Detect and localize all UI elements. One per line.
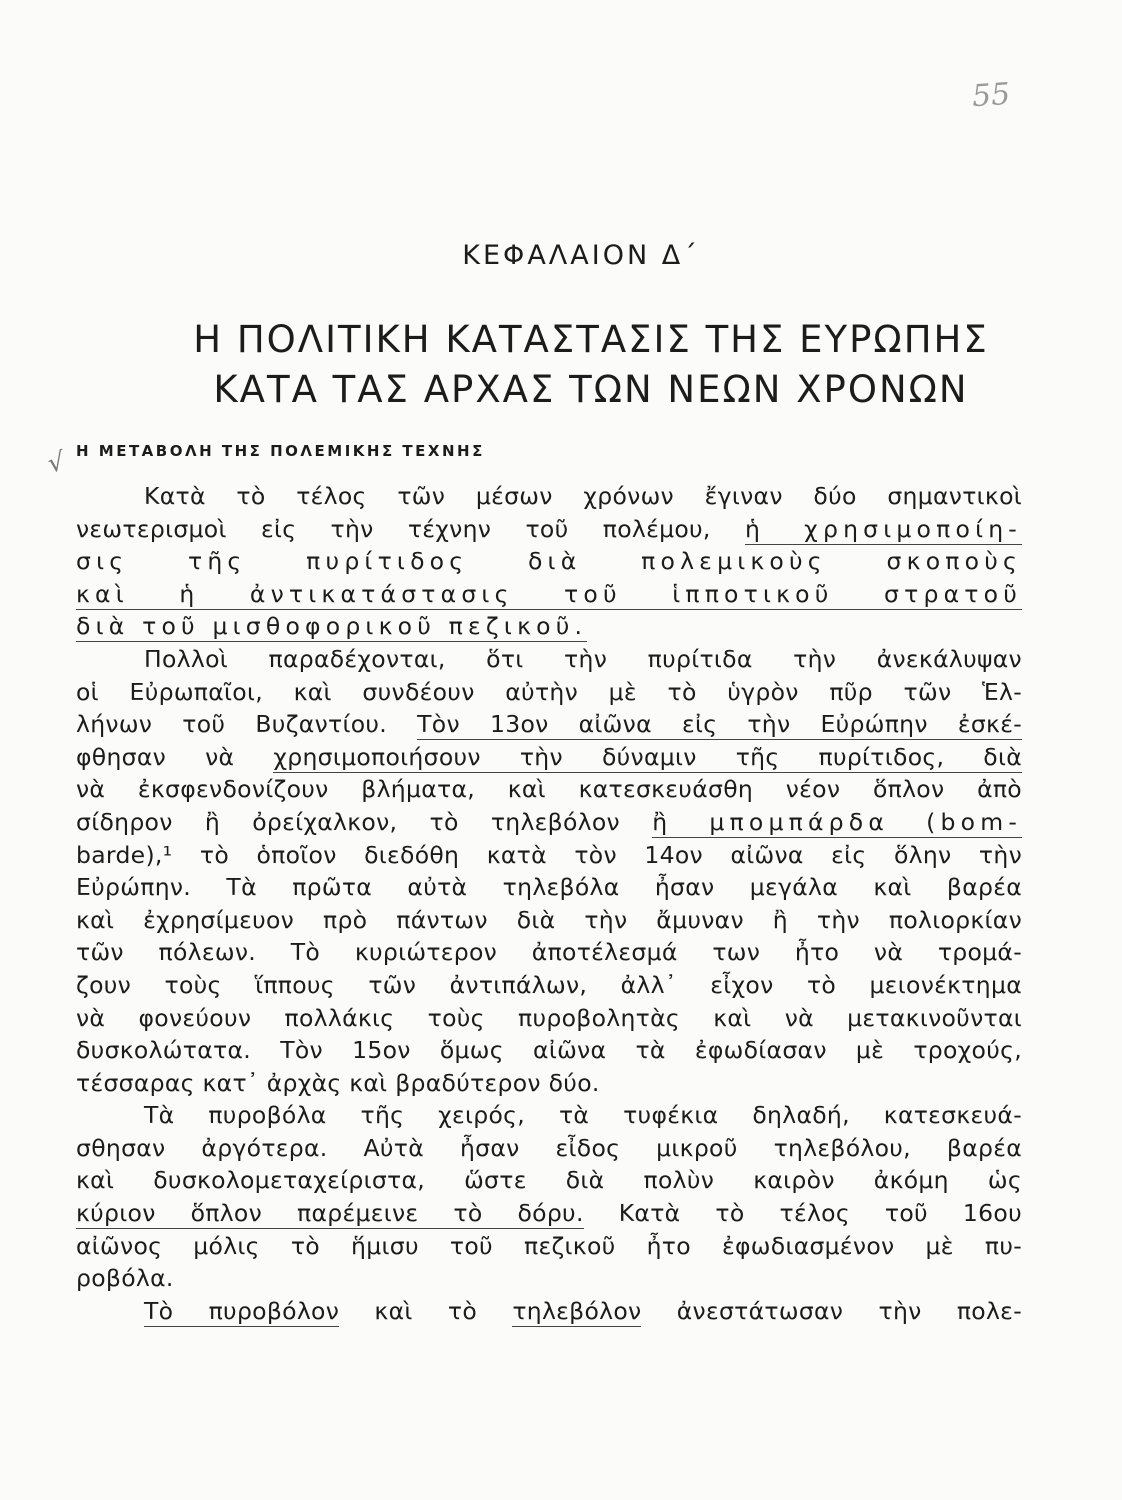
chapter-title-line-2: ΚΑΤΑ ΤΑΣ ΑΡΧΑΣ ΤΩΝ ΝΕΩΝ ΧΡΟΝΩΝ: [213, 368, 969, 411]
text-line: [76, 806, 1022, 839]
text-line: [76, 610, 1022, 643]
text-line: [76, 741, 1022, 774]
margin-check-mark: √: [45, 446, 68, 480]
text-line: αἰῶνος μόλις τὸ ἥμισυ τοῦ πεζικοῦ ἦτο ἐφωδιασμένον μὲ πυ-: [76, 1231, 1022, 1260]
underlined-text: κύριον ὅπλον παρέμεινε τὸ δόρυ.: [76, 1199, 584, 1228]
body-text: [76, 480, 1022, 1327]
text-line: Εὐρώπην. Τὰ πρῶτα αὐτὰ τηλεβόλα ἦσαν μεγάλα καὶ βαρέα: [76, 873, 1022, 902]
text-line: Πολλοὶ παραδέχονται, ὅτι τὴν πυρίτιδα τὴν ἀνεκάλυψαν: [144, 644, 1022, 673]
text-line: [76, 708, 1022, 741]
text-line: τέσσαρας κατ᾽ ἀρχὰς καὶ βραδύτερον δύο.: [76, 1068, 600, 1097]
text-line: νὰ ἐκσφενδονίζουν βλήματα, καὶ κατεσκευάσθη νέον ὅπλον ἀπὸ: [76, 775, 1022, 804]
underlined-text: ἡ χρησιμοποίη-: [744, 514, 1022, 543]
underlined-text: καὶ ἡ ἀντικατάστασις τοῦ ἱπποτικοῦ στρατοῦ: [76, 579, 1022, 608]
underlined-text: ἢ μπομπάρδα (bom-: [652, 807, 1022, 836]
text-line: καὶ ἐχρησίμευον πρὸ πάντων διὰ τὴν ἄμυναν ἢ τὴν πολιορκίαν: [76, 905, 1022, 934]
text-line: barde),¹ τὸ ὁποῖον διεδόθη κατὰ τὸν 14ον αἰῶνα εἰς ὅλην τὴν: [76, 840, 1022, 869]
underlined-text: χρησιμοποιήσουν τὴν δύναμιν τῆς πυρίτιδος, διὰ: [273, 742, 1022, 771]
text-line: καὶ δυσκολομεταχείριστα, ὥστε διὰ πολὺν καιρὸν ἀκόμη ὡς: [76, 1166, 1022, 1195]
text-segment: καὶ τὸ: [374, 1296, 478, 1325]
text-segment: φθησαν νὰ: [76, 742, 235, 771]
text-line: νὰ φονεύουν πολλάκις τοὺς πυροβολητὰς καὶ νὰ μετακινοῦνται: [76, 1003, 1022, 1032]
underlined-text: τηλεβόλον: [512, 1296, 642, 1325]
text-segment: ἀνεστάτωσαν τὴν πολε-: [676, 1296, 1022, 1325]
text-line: δυσκολώτατα. Τὸν 15ον ὅμως αἰῶνα τὰ ἐφωδίασαν μὲ τροχούς,: [76, 1036, 1022, 1065]
text-line: ροβόλα.: [76, 1264, 174, 1293]
underlined-text: διὰ τοῦ μισθοφορικοῦ πεζικοῦ.: [76, 612, 588, 641]
text-line: τῶν πόλεων. Τὸ κυριώτερον ἀποτέλεσμά των ἦτο νὰ τρομά-: [76, 938, 1022, 967]
text-line: οἱ Εὐρωπαῖοι, καὶ συνδέουν αὐτὴν μὲ τὸ ὑγρὸν πῦρ τῶν Ἑλ-: [76, 677, 1022, 706]
text-segment: Κατὰ τὸ τέλος τοῦ 16ου: [618, 1199, 1022, 1228]
chapter-title-line-1: Η ΠΟΛΙΤΙΚΗ ΚΑΤΑΣΤΑΣΙΣ ΤΗΣ ΕΥΡΩΠΗΣ: [193, 318, 989, 361]
text-line: Τὰ πυροβόλα τῆς χειρός, τὰ τυφέκια δηλαδή, κατεσκευά-: [144, 1101, 1022, 1130]
text-line: σθησαν ἀργότερα. Αὐτὰ ἦσαν εἶδος μικροῦ τηλεβόλου, βαρέα: [76, 1133, 1022, 1162]
text-line: [76, 1295, 1022, 1328]
text-segment: νεωτερισμοὶ εἰς τὴν τέχνην τοῦ πολέμου,: [76, 514, 711, 543]
underlined-text: Τὸ πυροβόλον: [144, 1296, 340, 1325]
section-heading: Η ΜΕΤΑΒΟΛΗ ΤΗΣ ΠΟΛΕΜΙΚΗΣ ΤΕΧΝΗΣ: [76, 442, 485, 460]
text-line: [76, 513, 1022, 546]
text-segment: λήνων τοῦ Βυζαντίου.: [76, 710, 388, 739]
text-line: ζουν τοὺς ἵππους τῶν ἀντιπάλων, ἀλλ᾽ εἶχον τὸ μειονέκτημα: [76, 970, 1022, 999]
text-line: [76, 1197, 1022, 1230]
text-line: σις τῆς πυρίτιδος διὰ πολεμικοὺς σκοποὺς: [76, 547, 1022, 576]
text-line: [76, 578, 1022, 611]
text-line: Κατὰ τὸ τέλος τῶν μέσων χρόνων ἔγιναν δύο σημαντικοὶ: [144, 482, 1022, 510]
underlined-text: Τὸν 13ον αἰῶνα εἰς τὴν Εὐρώπην ἐσκέ-: [417, 710, 1022, 739]
text-segment: σίδηρον ἢ ὀρείχαλκον, τὸ τηλεβόλον: [76, 807, 620, 836]
page-number: 55: [970, 76, 1012, 115]
chapter-label: ΚΕΦΑΛΑΙΟΝ Δ΄: [462, 240, 700, 271]
